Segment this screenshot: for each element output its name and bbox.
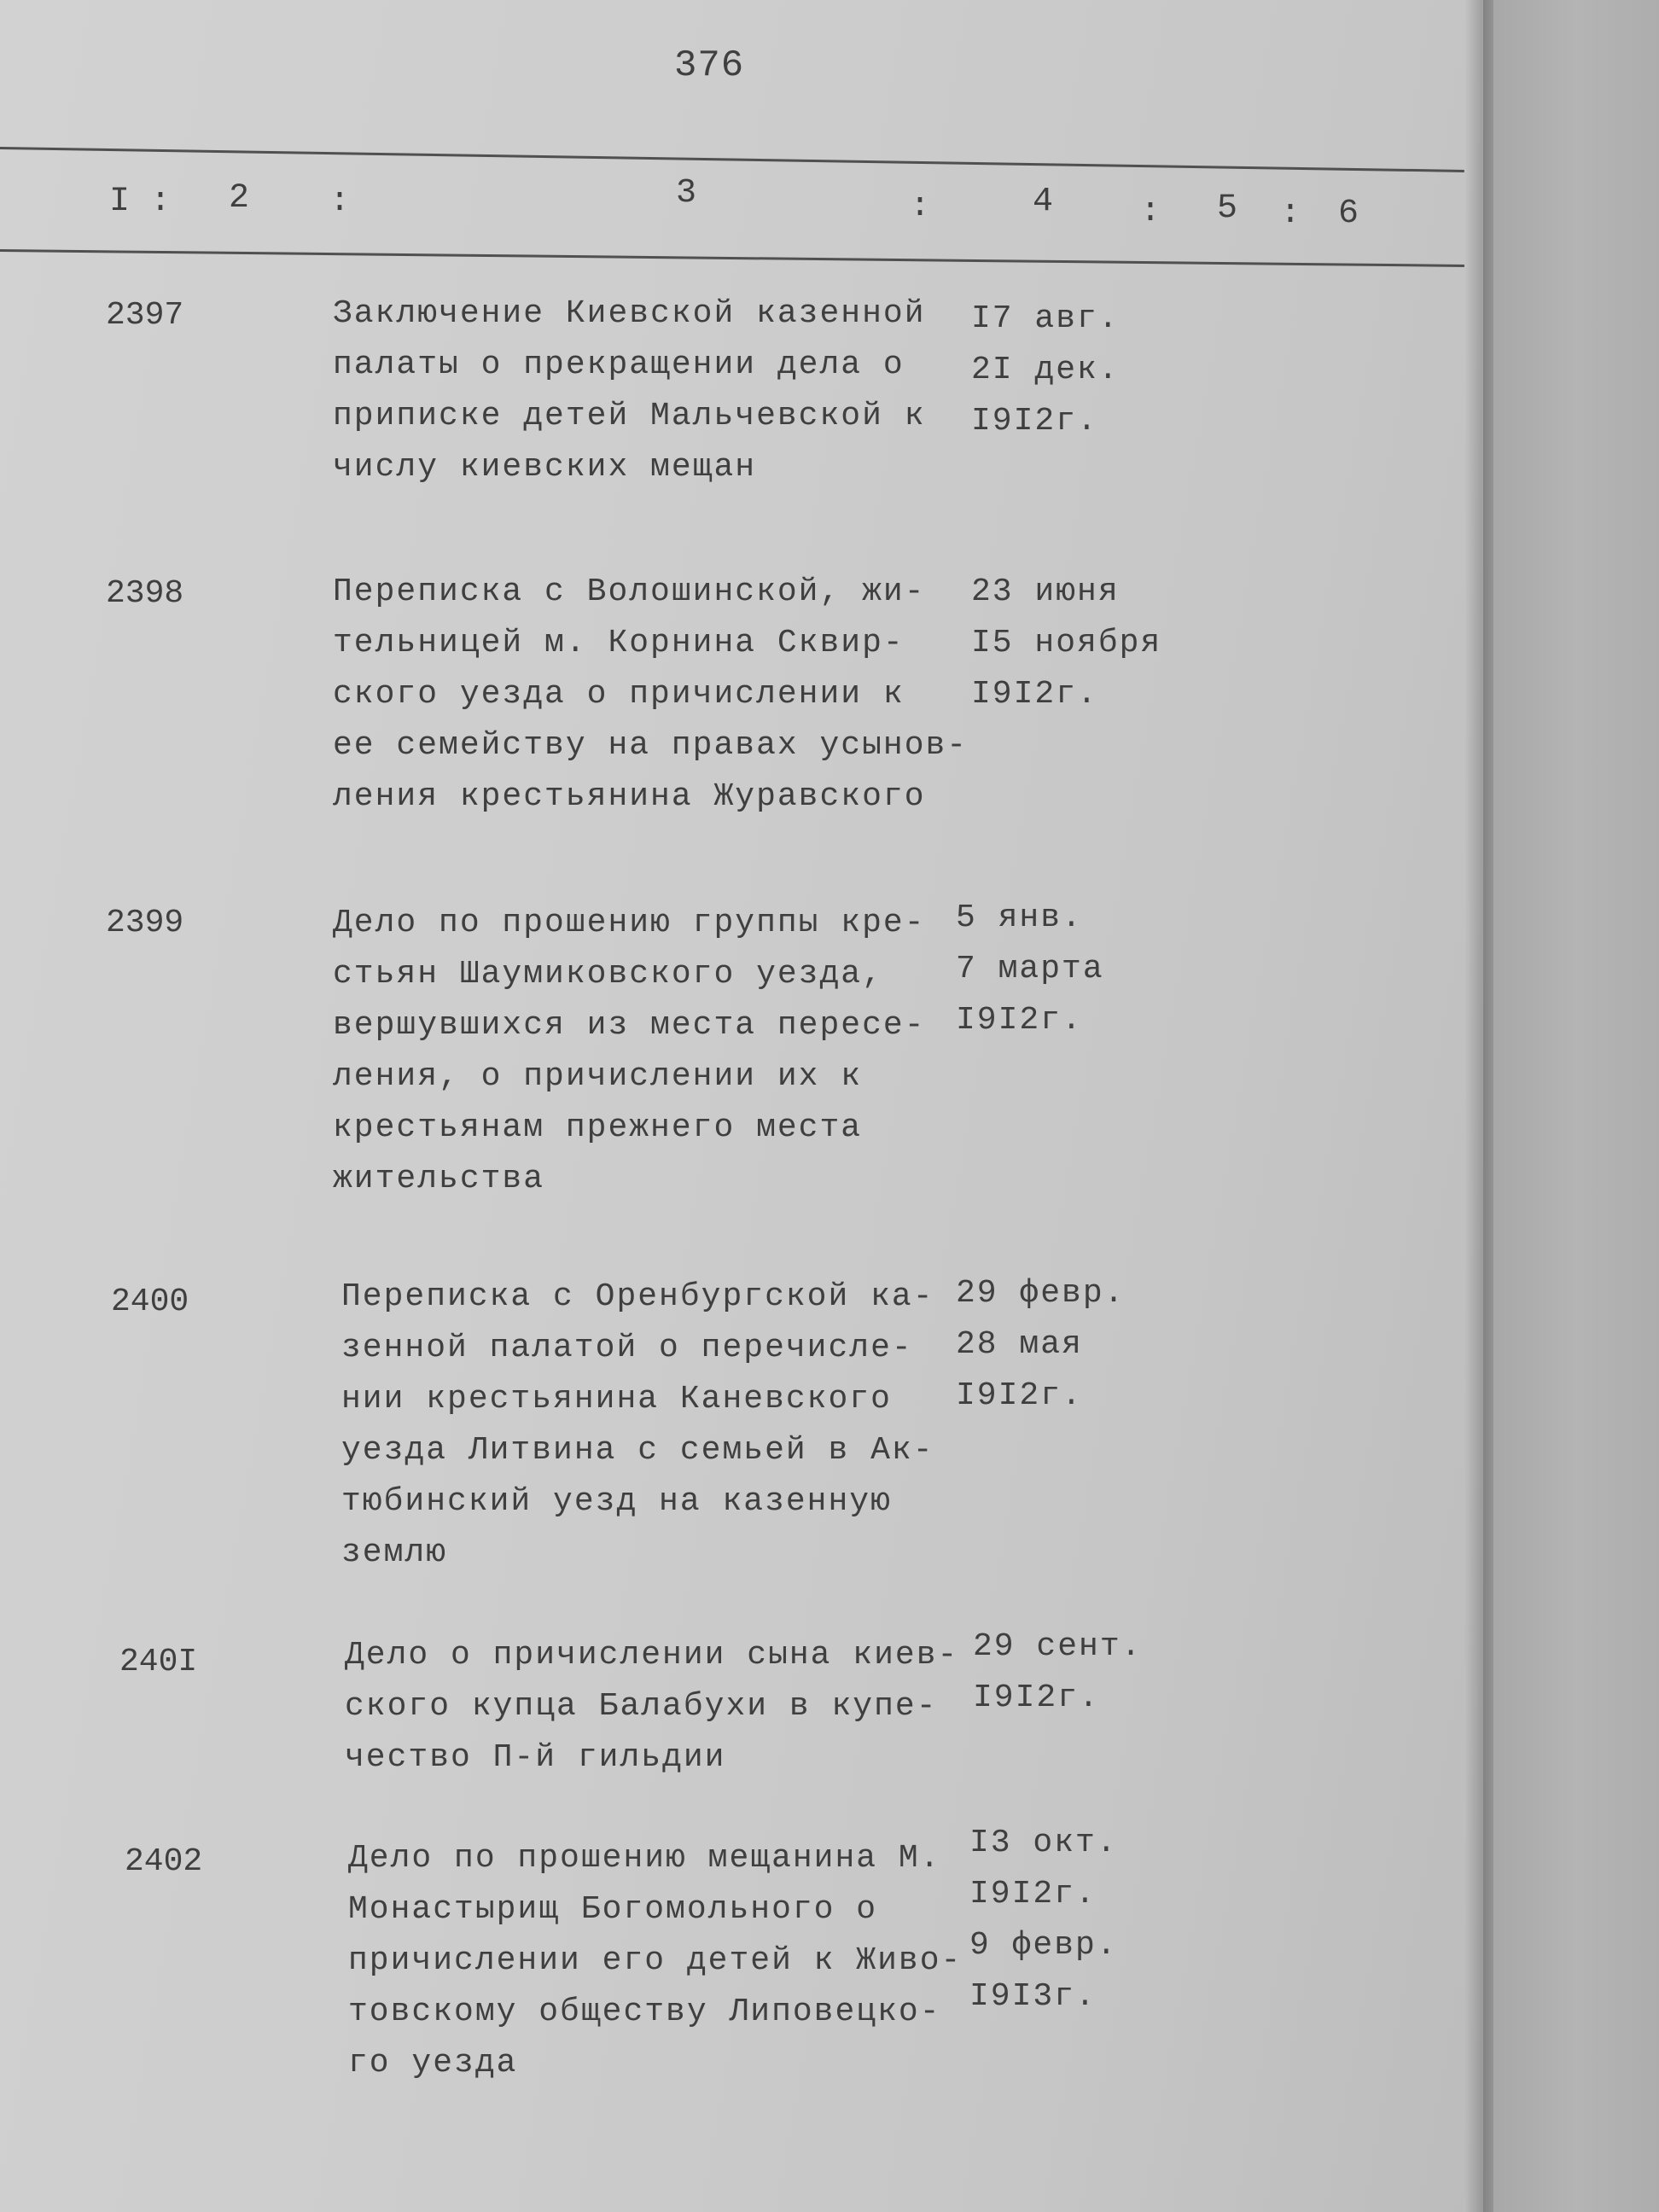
entry-title-line: зенной палатой о перечисле- [341, 1330, 913, 1366]
entry-date-line: I9I3г. [969, 1978, 1097, 2015]
entry-title-line: Дело по прошению группы кре- [333, 905, 926, 941]
entry-number: 2398 [106, 575, 184, 612]
column-separator: : [910, 188, 933, 226]
entry-date-line: 2I дек. [971, 352, 1120, 388]
column-header-2: 2 [229, 179, 252, 218]
entry-date-line: 28 мая [956, 1326, 1083, 1363]
entry-title-line: жительства [333, 1161, 545, 1197]
entry-title-line: Монастырищ Богомольного о [348, 1891, 878, 1928]
entry-title-line: стьян Шаумиковского уезда, [333, 956, 883, 992]
entry-title [333, 898, 956, 1205]
entry-title-line: ского уезда о причислении к [333, 676, 905, 713]
entry-dates [969, 1818, 1174, 2023]
entry-dates [971, 567, 1176, 720]
header-top-rule [0, 147, 1464, 172]
entry-date-line: I3 окт. [969, 1825, 1118, 1861]
header-bottom-rule [0, 249, 1464, 267]
column-separator: : [1280, 195, 1303, 233]
column-header-1: I [109, 183, 132, 221]
column-header-3: 3 [676, 174, 699, 212]
column-header-6: 6 [1338, 195, 1361, 233]
entry-title-line: ского купца Балабухи в купе- [345, 1688, 938, 1725]
entry-date-line: 9 февр. [969, 1927, 1118, 1964]
entry-number: 2399 [106, 905, 184, 941]
entry-date-line: I7 авг. [971, 300, 1120, 337]
entry-title-line: уезда Литвина с семьей в Ак- [341, 1432, 934, 1469]
entry-date-line: I9I2г. [971, 403, 1098, 439]
entry-number: 2397 [106, 297, 184, 334]
entry-date-line: 23 июня [971, 573, 1120, 610]
entry-title [341, 1272, 964, 1579]
page-number: 376 [674, 44, 745, 87]
entry-dates [956, 893, 1161, 1046]
entry-title [348, 1833, 971, 2089]
entry-dates [956, 1268, 1161, 1422]
column-separator: : [1140, 193, 1163, 231]
entry-title-line: причислении его детей к Живо- [348, 1942, 963, 1979]
entry-number: 2402 [125, 1843, 203, 1880]
entry-date-line: 5 янв. [956, 899, 1083, 936]
entry-date-line: I9I2г. [969, 1876, 1097, 1912]
entry-title-line: Дело по прошению мещанина М. [348, 1840, 941, 1877]
entry-title-line: числу киевских мещан [333, 449, 757, 486]
entry-title-line: товскому обществу Липовецко- [348, 1994, 941, 2030]
entry-title [345, 1630, 968, 1784]
entry-date-line: I9I2г. [971, 676, 1098, 713]
entry-title-line: Заключение Киевской казенной [333, 295, 926, 332]
entry-dates [973, 1621, 1178, 1724]
entry-title [333, 288, 956, 493]
entry-title-line: Переписка с Оренбургской ка- [341, 1278, 934, 1315]
entry-date-line: I5 ноября [971, 625, 1162, 661]
column-separator: : [150, 183, 173, 221]
column-header-5: 5 [1217, 189, 1240, 228]
entry-date-line: I9I2г. [956, 1002, 1083, 1039]
entry-date-line: I9I2г. [973, 1679, 1100, 1716]
entry-title-line: чество П-й гильдии [345, 1739, 726, 1776]
entry-number: 2400 [111, 1284, 189, 1320]
entry-title-line: нии крестьянина Каневского [341, 1381, 892, 1417]
column-separator: : [329, 183, 352, 221]
entry-title-line: крестьянам прежнего места [333, 1109, 863, 1146]
entry-dates [971, 294, 1176, 447]
entry-title-line: ления крестьянина Журавского [333, 778, 926, 815]
entry-title-line: землю [341, 1534, 448, 1571]
entry-title-line: ления, о причислении их к [333, 1058, 863, 1095]
entry-title-line: го уезда [348, 2045, 518, 2081]
underlying-page [1493, 0, 1659, 2212]
page-edge-shadow [1464, 0, 1493, 2212]
entry-title-line: вершувшихся из места пересе- [333, 1007, 926, 1044]
entry-title [333, 567, 969, 823]
entry-date-line: 29 сент. [973, 1628, 1143, 1665]
entry-number: 240I [119, 1644, 198, 1680]
column-header-4: 4 [1033, 183, 1056, 221]
entry-date-line: 7 марта [956, 951, 1104, 987]
entry-title-line: ее семейству на правах усынов- [333, 727, 969, 764]
entry-title-line: Дело о причислении сына киев- [345, 1637, 959, 1674]
entry-date-line: 29 февр. [956, 1275, 1126, 1312]
entry-title-line: тельницей м. Корнина Сквир- [333, 625, 905, 661]
entry-title-line: палаты о прекращении дела о [333, 346, 905, 383]
entry-title-line: приписке детей Мальчевской к [333, 398, 926, 434]
entry-title-line: Переписка с Волошинской, жи- [333, 573, 926, 610]
entry-date-line: I9I2г. [956, 1377, 1083, 1414]
entry-title-line: тюбинский уезд на казенную [341, 1483, 892, 1520]
